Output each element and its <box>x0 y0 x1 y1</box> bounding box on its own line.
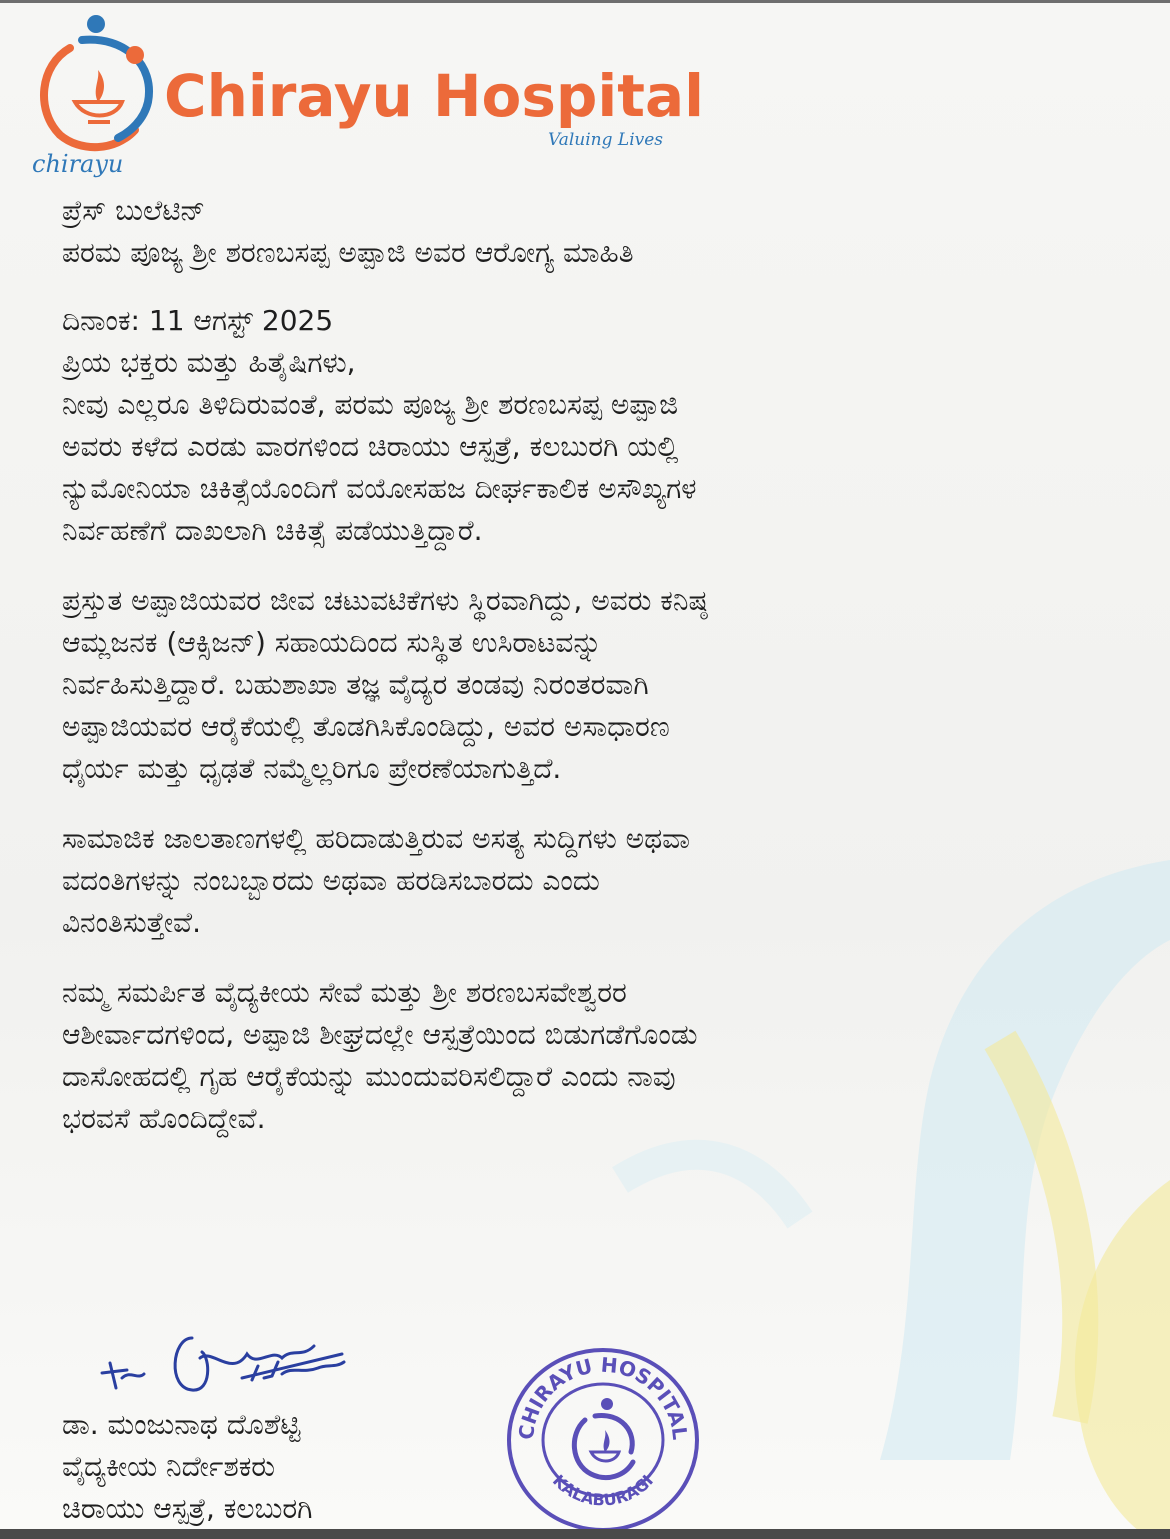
signatory-designation: ವೈದ್ಯಕೀಯ ನಿರ್ದೇಶಕರು <box>62 1450 276 1483</box>
paragraph-line: ನೀವು ಎಲ್ಲರೂ ತಿಳಿದಿರುವಂತೆ, ಪರಮ ಪೂಜ್ಯ ಶ್ರೀ ಶರಣಬಸಪ್ಪ ಅಪ್ಪಾಜಿ <box>62 388 679 421</box>
handwritten-signature-icon <box>82 1318 382 1408</box>
logo-wordmark: chirayu <box>32 150 124 178</box>
signatory-details <box>62 1404 542 1530</box>
paragraph-line: ಆಮ್ಲಜನಕ (ಆಕ್ಸಿಜನ್) ಸಹಾಯದಿಂದ ಸುಸ್ಥಿತ ಉಸಿರಾಟವನ್ನು <box>62 626 602 659</box>
paragraph-condition <box>62 580 1062 790</box>
paragraph-line: ನಿರ್ವಹಿಸುತ್ತಿದ್ದಾರೆ. ಬಹುಶಾಖಾ ತಜ್ಞ ವೈದ್ಯರ ತಂಡವು ನಿರಂತರವಾಗಿ <box>62 668 649 701</box>
bulletin-body <box>62 190 1062 1168</box>
paragraph-line: ದಾಸೋಹದಲ್ಲಿ ಗೃಹ ಆರೈಕೆಯನ್ನು ಮುಂದುವರಿಸಲಿದ್ದಾರೆ ಎಂದು ನಾವು <box>62 1060 676 1093</box>
bulletin-date: ದಿನಾಂಕ: 11 ಆಗಸ್ಟ್ 2025 <box>62 304 334 337</box>
stamp-logo-icon <box>503 1342 703 1532</box>
letterhead <box>24 10 724 180</box>
paragraph-hope <box>62 972 1062 1140</box>
greeting: ಪ್ರಿಯ ಭಕ್ತರು ಮತ್ತು ಹಿತೈಷಿಗಳು, <box>62 346 356 379</box>
paragraph-line: ವದಂತಿಗಳನ್ನು ನಂಬಬ್ಬಾರದು ಅಥವಾ ಹರಡಿಸಬಾರದು ಎಂದು <box>62 864 600 897</box>
stamp-top-text: CHIRAYU HOSPITAL <box>513 1352 693 1441</box>
bulletin-heading <box>62 190 1062 274</box>
lamp-figure-icon <box>30 10 170 160</box>
paragraph-line: ನಿರ್ವಹಣೆಗೆ ದಾಖಲಾಗಿ ಚಿಕಿತ್ಸೆ ಪಡೆಯುತ್ತಿದ್ದಾರೆ. <box>62 514 483 547</box>
bottom-border <box>0 1529 1170 1539</box>
paragraph-line: ನ್ಯುಮೋನಿಯಾ ಚಿಕಿತ್ಸೆಯೊಂದಿಗೆ ವಯೋಸಹಜ ದೀರ್ಘಕಾಲಿಕ ಅಸೌಖ್ಯಗಳ <box>62 472 697 505</box>
paragraph-line: ಅವರು ಕಳೆದ ಎರಡು ವಾರಗಳಿಂದ ಚಿರಾಯು ಆಸ್ಪತ್ರೆ, ಕಲಬುರಗಿ ಯಲ್ಲಿ <box>62 430 679 463</box>
paragraph-admission <box>62 384 1062 552</box>
paragraph-line: ಅಪ್ಪಾಜಿಯವರ ಆರೈಕೆಯಲ್ಲಿ ತೊಡಗಿಸಿಕೊಂಡಿದ್ದು, ಅವರ ಅಸಾಧಾರಣ <box>62 710 670 743</box>
paragraph-line: ಧೈರ್ಯ ಮತ್ತು ಧೃಢತೆ ನಮ್ಮೆಲ್ಲರಿಗೂ ಪ್ರೇರಣೆಯಾಗುತ್ತಿದೆ. <box>62 752 562 785</box>
bulletin-title: ಪ್ರೆಸ್ ಬುಲೆಟಿನ್ <box>62 194 206 227</box>
paragraph-line: ನಮ್ಮ ಸಮರ್ಪಿತ ವೈದ್ಯಕೀಯ ಸೇವೆ ಮತ್ತು ಶ್ರೀ ಶರಣಬಸವೇಶ್ವರರ <box>62 976 627 1009</box>
paragraph-rumours <box>62 818 1062 944</box>
bulletin-subtitle: ಪರಮ ಪೂಜ್ಯ ಶ್ರೀ ಶರಣಬಸಪ್ಪ ಅಪ್ಪಾಜಿ ಅವರ ಆರೋಗ್ಯ ಮಾಹಿತಿ <box>62 236 634 269</box>
paragraph-line: ಭರವಸೆ ಹೊಂದಿದ್ದೇವೆ. <box>62 1102 266 1135</box>
paragraph-line: ಸಾಮಾಜಿಕ ಜಾಲತಾಣಗಳಲ್ಲಿ ಹರಿದಾಡುತ್ತಿರುವ ಅಸತ್ಯ ಸುದ್ದಿಗಳು ಅಥವಾ <box>62 822 691 855</box>
paragraph-line: ಆಶೀರ್ವಾದಗಳಿಂದ, ಅಪ್ಪಾಜಿ ಶೀಘ್ರದಲ್ಲೇ ಆಸ್ಪತ್ರೆಯಿಂದ ಬಿಡುಗಡೆಗೊಂಡು <box>62 1018 698 1051</box>
paragraph-line: ಪ್ರಸ್ತುತ ಅಪ್ಪಾಜಿಯವರ ಜೀವ ಚಟುವಟಿಕೆಗಳು ಸ್ಥಿರವಾಗಿದ್ದು, ಅವರು ಕನಿಷ್ಠ <box>62 584 708 617</box>
signatory-name: ಡಾ. ಮಂಜುನಾಥ ದೊಶೆಟ್ಟಿ <box>62 1408 301 1441</box>
paragraph-line: ವಿನಂತಿಸುತ್ತೇವೆ. <box>62 906 202 939</box>
top-border <box>0 0 1170 3</box>
stamp-bottom-text: KALABURAGI <box>548 1470 658 1510</box>
signatory-organization: ಚಿರಾಯು ಆಸ್ಪತ್ರೆ, ಕಲಬುರಗಿ <box>62 1492 313 1525</box>
hospital-tagline: Valuing Lives <box>548 130 664 150</box>
hospital-name: Chirayu Hospital <box>164 62 705 130</box>
